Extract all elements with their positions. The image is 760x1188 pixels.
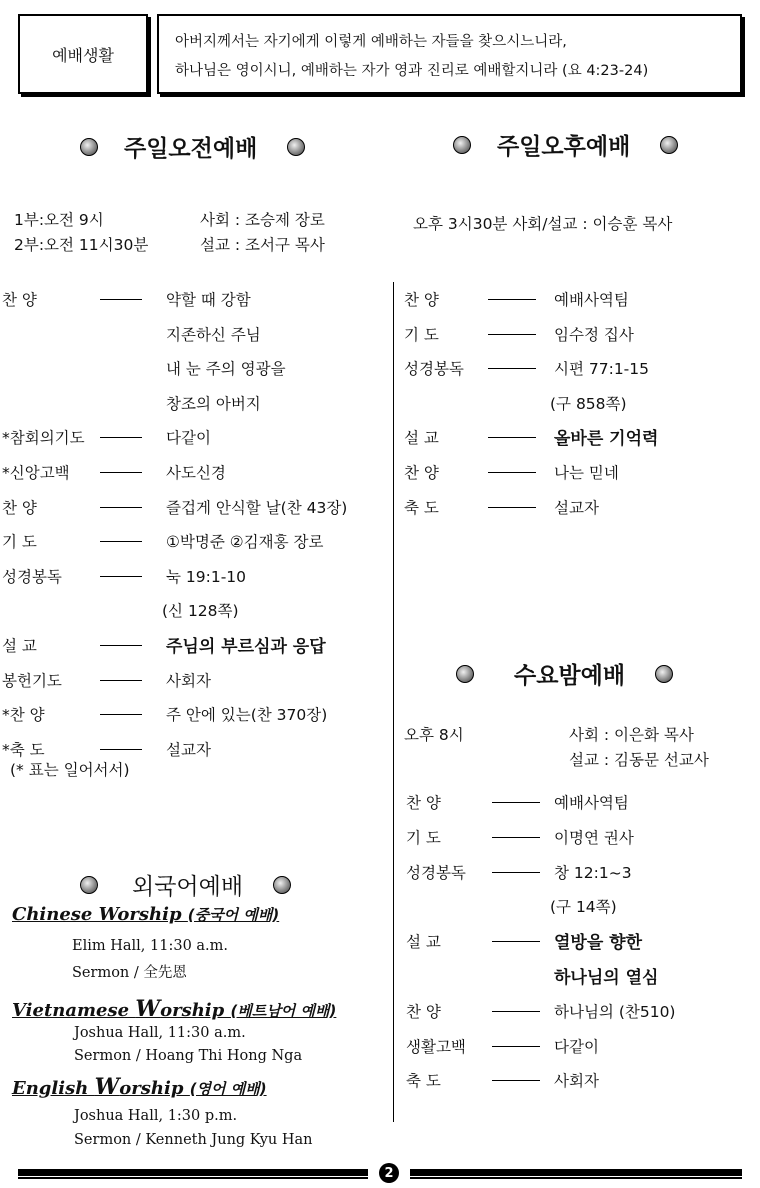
- order-label: *신앙고백: [2, 464, 70, 482]
- service-title-korean: (베트남어 예배): [230, 1002, 337, 1020]
- leader-dash: [488, 368, 536, 369]
- leader-dash: [100, 749, 142, 750]
- order-label: 설 교: [406, 933, 441, 952]
- leader-dash: [100, 714, 142, 715]
- bullet-circle-icon: [456, 665, 474, 683]
- service-title-korean: (중국어 예배): [187, 906, 280, 924]
- bullet-circle-icon: [655, 665, 673, 683]
- order-value: 다같이: [554, 1037, 599, 1056]
- service-order-row: [406, 1000, 760, 1024]
- order-value-continued: 내 눈 주의 영광을: [166, 360, 286, 379]
- leader-dash: [492, 1080, 540, 1081]
- service-order-row: [406, 1035, 760, 1059]
- service-title-korean: (영어 예배): [189, 1080, 267, 1098]
- section-tag: 예배생활: [18, 14, 148, 94]
- service-order-row: [404, 288, 760, 312]
- order-value: 나는 믿네: [554, 464, 619, 482]
- footer-rule-right: [410, 1169, 742, 1176]
- order-value: 설교자: [166, 740, 211, 759]
- service-order-row: [2, 669, 466, 693]
- leader-dash: [100, 645, 142, 646]
- afternoon-info: 오후 3시30분 사회/설교 : 이승훈 목사: [413, 215, 673, 233]
- bullet-circle-icon: [80, 138, 98, 156]
- order-label: 기 도: [404, 325, 439, 344]
- service-order-row: [406, 1069, 760, 1093]
- order-value-continued: (구 14쪽): [550, 898, 617, 917]
- chinese-worship-title: [12, 904, 279, 925]
- footer-rule-left: [18, 1169, 368, 1176]
- verse-line-2: 하나님은 영이시니, 예배하는 자가 영과 진리로 예배할지니라 (요 4:23-24): [175, 63, 649, 79]
- wednesday-heading: [456, 657, 673, 690]
- service-order-row: [2, 530, 466, 554]
- order-value: 설교자: [554, 498, 599, 517]
- order-label: 기 도: [2, 533, 37, 552]
- foreign-heading: [80, 868, 291, 901]
- order-value: 이명연 권사: [554, 828, 634, 847]
- leader-dash: [100, 507, 142, 508]
- service-order-row: [406, 861, 760, 885]
- wednesday-time: 오후 8시: [404, 726, 464, 744]
- leader-dash: [488, 437, 536, 438]
- english-worship-title: [12, 1074, 267, 1100]
- order-value: 창 12:1~3: [554, 863, 632, 882]
- leader-dash: [492, 1011, 540, 1012]
- order-label: 성경봉독: [2, 567, 62, 586]
- order-label: 찬 양: [406, 794, 441, 812]
- wednesday-host: 사회 : 이은화 목사: [569, 726, 694, 744]
- service-order-row: [2, 288, 466, 312]
- service-order-row: [406, 791, 760, 815]
- order-label: 축 도: [404, 498, 439, 517]
- leader-dash: [100, 472, 142, 473]
- foreign-title: 외국어예배: [132, 874, 244, 900]
- bullet-circle-icon: [273, 876, 291, 894]
- service-order-row: [2, 426, 466, 450]
- order-value: 주 안에 있는(찬 370장): [166, 706, 328, 725]
- chinese-location: Elim Hall, 11:30 a.m.: [72, 938, 229, 954]
- order-value: 주님의 부르심과 응답: [166, 637, 326, 657]
- order-value: 눅 19:1-10: [166, 567, 247, 586]
- afternoon-title: 주일오후예배: [497, 134, 631, 160]
- order-value-continued: 하나님의 열심: [554, 968, 659, 988]
- service-order-row: [404, 496, 760, 520]
- order-label: 봉헌기도: [2, 671, 62, 690]
- leader-dash: [488, 507, 536, 508]
- order-value: 약할 때 강함: [166, 291, 251, 309]
- order-label: 설 교: [404, 429, 439, 448]
- order-label: 축 도: [406, 1072, 441, 1091]
- leader-dash: [492, 802, 540, 803]
- vietnamese-location: Joshua Hall, 11:30 a.m.: [74, 1025, 246, 1041]
- order-value: 올바른 기억력: [554, 429, 659, 450]
- order-value: 사회자: [554, 1072, 599, 1091]
- order-label: *찬 양: [2, 706, 45, 725]
- service-title-initial: W: [135, 996, 161, 1022]
- order-value: 하나님의 (찬510): [554, 1002, 676, 1021]
- service-order-row: [406, 930, 760, 954]
- order-label: *참회의기도: [2, 429, 85, 448]
- vietnamese-worship-title: [12, 996, 336, 1022]
- order-value: 예배사역팀: [554, 794, 629, 812]
- service-title-text: English: [12, 1078, 95, 1099]
- leader-dash: [488, 472, 536, 473]
- order-value: 즐겁게 안식할 날(찬 43장): [166, 498, 348, 517]
- service-order-row: [2, 703, 466, 727]
- order-label: *축 도: [2, 740, 45, 759]
- order-value: 예배사역팀: [554, 291, 629, 309]
- order-value-continued: 지존하신 주님: [166, 325, 261, 344]
- bullet-circle-icon: [453, 136, 471, 154]
- service-order-row: [404, 426, 760, 450]
- order-value-continued: (구 858쪽): [550, 394, 627, 413]
- morning-time2: 2부:오전 11시30분: [14, 236, 149, 254]
- column-divider: [393, 282, 394, 1122]
- leader-dash: [492, 1046, 540, 1047]
- order-label: 찬 양: [406, 1002, 441, 1021]
- order-value: 시편 77:1-15: [554, 360, 649, 379]
- order-value: 다같이: [166, 429, 211, 448]
- leader-dash: [100, 680, 142, 681]
- order-label: 성경봉독: [406, 863, 466, 882]
- afternoon-heading: [453, 128, 678, 161]
- service-title-text: orship: [160, 1000, 231, 1021]
- service-title-initial: W: [94, 1074, 120, 1100]
- bullet-circle-icon: [660, 136, 678, 154]
- order-label: 찬 양: [404, 291, 439, 309]
- morning-title: 주일오전예배: [124, 136, 258, 162]
- service-order-row: [2, 565, 466, 589]
- footer-rule-right-thin: [410, 1177, 742, 1179]
- order-label: 찬 양: [2, 291, 37, 309]
- order-label: 찬 양: [404, 464, 439, 482]
- service-order-row: [2, 461, 466, 485]
- order-value: 사회자: [166, 671, 211, 690]
- service-order-row: [2, 634, 466, 658]
- service-order-row: [404, 323, 760, 347]
- service-order-row: [406, 826, 760, 850]
- footer-rule-left-thin: [18, 1177, 368, 1179]
- morning-time1: 1부:오전 9시: [14, 211, 104, 229]
- leader-dash: [100, 576, 142, 577]
- order-label: 설 교: [2, 637, 37, 655]
- order-value: 열방을 향한: [554, 933, 643, 954]
- leader-dash: [492, 941, 540, 942]
- order-value-continued: (신 128쪽): [162, 602, 239, 621]
- bullet-circle-icon: [80, 876, 98, 894]
- scripture-verse-box: [157, 14, 742, 94]
- leader-dash: [488, 299, 536, 300]
- verse-line-1: 아버지께서는 자기에게 이렇게 예배하는 자들을 찾으시느니라,: [175, 34, 567, 50]
- wednesday-title: 수요밤예배: [514, 663, 626, 689]
- order-value-continued: 창조의 아버지: [166, 394, 261, 413]
- service-title-text: Chinese Worship: [12, 904, 188, 925]
- morning-preacher: 설교 : 조서구 목사: [200, 236, 325, 254]
- chinese-sermon: Sermon / 全先恩: [72, 965, 187, 981]
- order-label: 기 도: [406, 828, 441, 847]
- leader-dash: [492, 837, 540, 838]
- english-sermon: Sermon / Kenneth Jung Kyu Han: [74, 1132, 313, 1148]
- vietnamese-sermon: Sermon / Hoang Thi Hong Nga: [74, 1048, 303, 1064]
- order-value: 임수정 집사: [554, 325, 634, 344]
- service-order-row: [2, 496, 466, 520]
- order-label: 찬 양: [2, 498, 37, 517]
- service-order-row: [404, 461, 760, 485]
- service-order-row: [404, 357, 760, 381]
- order-value: 사도신경: [166, 464, 226, 482]
- morning-host: 사회 : 조승제 장로: [200, 211, 325, 229]
- leader-dash: [100, 299, 142, 300]
- leader-dash: [100, 437, 142, 438]
- service-title-text: Vietnamese: [12, 1000, 136, 1021]
- leader-dash: [488, 334, 536, 335]
- order-value: ①박명준 ②김재홍 장로: [166, 533, 324, 552]
- order-label: 생활고백: [406, 1037, 466, 1056]
- wednesday-preacher: 설교 : 김동문 선교사: [569, 751, 709, 769]
- english-location: Joshua Hall, 1:30 p.m.: [74, 1108, 238, 1124]
- page-number: 2: [379, 1163, 399, 1183]
- leader-dash: [100, 541, 142, 542]
- order-label: 성경봉독: [404, 360, 464, 379]
- standing-note: (* 표는 일어서서): [10, 761, 130, 779]
- service-title-text: orship: [119, 1078, 190, 1099]
- leader-dash: [492, 872, 540, 873]
- morning-heading: [80, 130, 305, 163]
- bullet-circle-icon: [287, 138, 305, 156]
